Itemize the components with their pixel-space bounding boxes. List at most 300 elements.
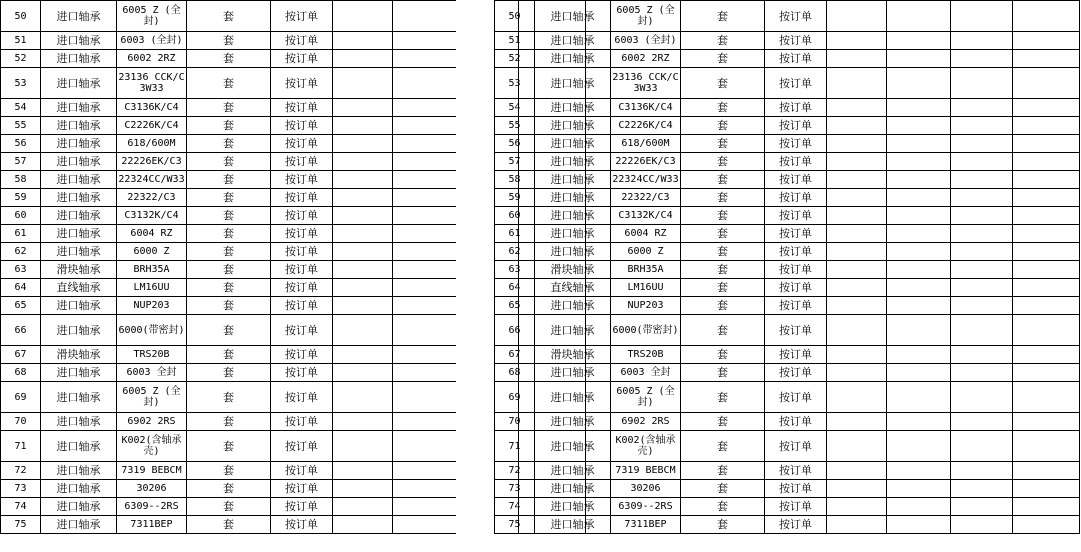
empty-cell[interactable] — [951, 243, 1013, 261]
empty-cell[interactable] — [887, 225, 951, 243]
price-cell[interactable]: 按订单 — [765, 498, 827, 516]
price-cell[interactable]: 按订单 — [765, 297, 827, 315]
unit-cell[interactable]: 套 — [187, 431, 271, 462]
empty-cell[interactable] — [333, 243, 393, 261]
item-name-cell[interactable]: 直线轴承 — [41, 279, 117, 297]
item-spec-cell[interactable]: BRH35A — [117, 261, 187, 279]
row-number-cell[interactable]: 61 — [1, 225, 41, 243]
row-number-cell[interactable]: 70 — [495, 413, 535, 431]
empty-cell[interactable] — [827, 99, 887, 117]
item-name-cell[interactable]: 进口轴承 — [535, 1, 611, 32]
empty-cell[interactable] — [393, 117, 457, 135]
unit-cell[interactable]: 套 — [681, 171, 765, 189]
item-name-cell[interactable]: 进口轴承 — [41, 516, 117, 534]
price-cell[interactable]: 按订单 — [271, 50, 333, 68]
empty-cell[interactable] — [887, 480, 951, 498]
row-number-cell[interactable]: 63 — [495, 261, 535, 279]
item-name-cell[interactable]: 进口轴承 — [41, 68, 117, 99]
empty-cell[interactable] — [951, 431, 1013, 462]
row-number-cell[interactable]: 73 — [495, 480, 535, 498]
item-spec-cell[interactable]: 6005 Z (全封) — [611, 382, 681, 413]
item-spec-cell[interactable]: 6309--2RS — [611, 498, 681, 516]
unit-cell[interactable]: 套 — [187, 315, 271, 346]
row-number-cell[interactable]: 67 — [1, 346, 41, 364]
unit-cell[interactable]: 套 — [681, 364, 765, 382]
empty-cell[interactable] — [333, 279, 393, 297]
price-cell[interactable]: 按订单 — [271, 153, 333, 171]
empty-cell[interactable] — [951, 32, 1013, 50]
empty-cell[interactable] — [333, 364, 393, 382]
empty-cell[interactable] — [827, 462, 887, 480]
row-number-cell[interactable]: 64 — [495, 279, 535, 297]
item-name-cell[interactable]: 进口轴承 — [41, 413, 117, 431]
empty-cell[interactable] — [827, 225, 887, 243]
row-number-cell[interactable]: 65 — [1, 297, 41, 315]
empty-cell[interactable] — [333, 431, 393, 462]
price-cell[interactable]: 按订单 — [271, 135, 333, 153]
unit-cell[interactable]: 套 — [187, 99, 271, 117]
item-spec-cell[interactable]: 6000(带密封) — [117, 315, 187, 346]
item-name-cell[interactable]: 进口轴承 — [535, 315, 611, 346]
empty-cell[interactable] — [827, 207, 887, 225]
unit-cell[interactable]: 套 — [681, 462, 765, 480]
empty-cell[interactable] — [887, 99, 951, 117]
empty-cell[interactable] — [887, 498, 951, 516]
row-number-cell[interactable]: 57 — [495, 153, 535, 171]
unit-cell[interactable]: 套 — [187, 261, 271, 279]
price-cell[interactable]: 按订单 — [765, 99, 827, 117]
empty-cell[interactable] — [393, 32, 457, 50]
empty-cell[interactable] — [887, 1, 951, 32]
empty-cell[interactable] — [1013, 50, 1080, 68]
empty-cell[interactable] — [393, 297, 457, 315]
empty-cell[interactable] — [951, 413, 1013, 431]
item-name-cell[interactable]: 进口轴承 — [41, 99, 117, 117]
item-spec-cell[interactable]: TRS20B — [117, 346, 187, 364]
item-spec-cell[interactable]: LM16UU — [611, 279, 681, 297]
empty-cell[interactable] — [887, 261, 951, 279]
empty-cell[interactable] — [333, 171, 393, 189]
unit-cell[interactable]: 套 — [187, 279, 271, 297]
unit-cell[interactable]: 套 — [681, 261, 765, 279]
item-name-cell[interactable]: 进口轴承 — [41, 225, 117, 243]
row-number-cell[interactable]: 51 — [1, 32, 41, 50]
row-number-cell[interactable]: 70 — [1, 413, 41, 431]
empty-cell[interactable] — [827, 431, 887, 462]
price-cell[interactable]: 按订单 — [765, 279, 827, 297]
item-name-cell[interactable]: 进口轴承 — [41, 462, 117, 480]
empty-cell[interactable] — [393, 382, 457, 413]
unit-cell[interactable]: 套 — [187, 346, 271, 364]
row-number-cell[interactable]: 58 — [495, 171, 535, 189]
row-number-cell[interactable]: 57 — [1, 153, 41, 171]
price-cell[interactable]: 按订单 — [271, 516, 333, 534]
empty-cell[interactable] — [827, 171, 887, 189]
unit-cell[interactable]: 套 — [187, 516, 271, 534]
item-name-cell[interactable]: 进口轴承 — [41, 153, 117, 171]
empty-cell[interactable] — [827, 315, 887, 346]
empty-cell[interactable] — [333, 498, 393, 516]
empty-cell[interactable] — [393, 135, 457, 153]
empty-cell[interactable] — [1013, 382, 1080, 413]
unit-cell[interactable]: 套 — [681, 346, 765, 364]
row-number-cell[interactable]: 52 — [1, 50, 41, 68]
empty-cell[interactable] — [1013, 364, 1080, 382]
empty-cell[interactable] — [827, 498, 887, 516]
empty-cell[interactable] — [333, 99, 393, 117]
price-cell[interactable]: 按订单 — [765, 243, 827, 261]
item-spec-cell[interactable]: NUP203 — [117, 297, 187, 315]
empty-cell[interactable] — [827, 117, 887, 135]
empty-cell[interactable] — [393, 413, 457, 431]
unit-cell[interactable]: 套 — [681, 225, 765, 243]
row-number-cell[interactable]: 50 — [1, 1, 41, 32]
item-spec-cell[interactable]: 22324CC/W33 — [117, 171, 187, 189]
empty-cell[interactable] — [827, 413, 887, 431]
item-name-cell[interactable]: 直线轴承 — [535, 279, 611, 297]
empty-cell[interactable] — [1013, 189, 1080, 207]
empty-cell[interactable] — [1013, 225, 1080, 243]
item-name-cell[interactable]: 进口轴承 — [41, 431, 117, 462]
empty-cell[interactable] — [333, 261, 393, 279]
empty-cell[interactable] — [951, 498, 1013, 516]
row-number-cell[interactable]: 50 — [495, 1, 535, 32]
item-spec-cell[interactable]: K002(含轴承壳) — [117, 431, 187, 462]
empty-cell[interactable] — [333, 135, 393, 153]
empty-cell[interactable] — [951, 462, 1013, 480]
item-name-cell[interactable]: 进口轴承 — [41, 297, 117, 315]
item-name-cell[interactable]: 进口轴承 — [535, 498, 611, 516]
price-cell[interactable]: 按订单 — [765, 516, 827, 534]
empty-cell[interactable] — [333, 207, 393, 225]
empty-cell[interactable] — [333, 68, 393, 99]
item-spec-cell[interactable]: C2226K/C4 — [117, 117, 187, 135]
item-spec-cell[interactable]: 7311BEP — [611, 516, 681, 534]
empty-cell[interactable] — [393, 462, 457, 480]
item-name-cell[interactable]: 进口轴承 — [535, 207, 611, 225]
item-name-cell[interactable]: 滑块轴承 — [535, 346, 611, 364]
price-cell[interactable]: 按订单 — [271, 480, 333, 498]
price-cell[interactable]: 按订单 — [271, 225, 333, 243]
empty-cell[interactable] — [887, 364, 951, 382]
price-cell[interactable]: 按订单 — [271, 117, 333, 135]
row-number-cell[interactable]: 62 — [495, 243, 535, 261]
unit-cell[interactable]: 套 — [681, 117, 765, 135]
empty-cell[interactable] — [827, 279, 887, 297]
empty-cell[interactable] — [951, 117, 1013, 135]
item-name-cell[interactable]: 进口轴承 — [41, 480, 117, 498]
price-cell[interactable]: 按订单 — [765, 462, 827, 480]
unit-cell[interactable]: 套 — [187, 32, 271, 50]
price-cell[interactable]: 按订单 — [765, 153, 827, 171]
price-cell[interactable]: 按订单 — [271, 243, 333, 261]
row-number-cell[interactable]: 56 — [495, 135, 535, 153]
price-cell[interactable]: 按订单 — [271, 297, 333, 315]
empty-cell[interactable] — [333, 1, 393, 32]
item-spec-cell[interactable]: 30206 — [117, 480, 187, 498]
unit-cell[interactable]: 套 — [187, 153, 271, 171]
empty-cell[interactable] — [827, 261, 887, 279]
row-number-cell[interactable]: 55 — [1, 117, 41, 135]
row-number-cell[interactable]: 54 — [495, 99, 535, 117]
empty-cell[interactable] — [951, 207, 1013, 225]
empty-cell[interactable] — [333, 50, 393, 68]
empty-cell[interactable] — [951, 279, 1013, 297]
item-name-cell[interactable]: 进口轴承 — [41, 498, 117, 516]
unit-cell[interactable]: 套 — [681, 480, 765, 498]
item-name-cell[interactable]: 滑块轴承 — [41, 261, 117, 279]
row-number-cell[interactable]: 58 — [1, 171, 41, 189]
item-spec-cell[interactable]: C3132K/C4 — [117, 207, 187, 225]
price-cell[interactable]: 按订单 — [765, 315, 827, 346]
unit-cell[interactable]: 套 — [187, 171, 271, 189]
unit-cell[interactable]: 套 — [681, 189, 765, 207]
empty-cell[interactable] — [827, 516, 887, 534]
empty-cell[interactable] — [393, 516, 457, 534]
empty-cell[interactable] — [827, 153, 887, 171]
unit-cell[interactable]: 套 — [681, 207, 765, 225]
item-spec-cell[interactable]: 6002 2RZ — [117, 50, 187, 68]
unit-cell[interactable]: 套 — [681, 431, 765, 462]
item-spec-cell[interactable]: 6309--2RS — [117, 498, 187, 516]
price-cell[interactable]: 按订单 — [271, 171, 333, 189]
item-name-cell[interactable]: 进口轴承 — [535, 189, 611, 207]
empty-cell[interactable] — [951, 225, 1013, 243]
empty-cell[interactable] — [951, 364, 1013, 382]
empty-cell[interactable] — [393, 261, 457, 279]
unit-cell[interactable]: 套 — [681, 153, 765, 171]
empty-cell[interactable] — [951, 171, 1013, 189]
item-spec-cell[interactable]: C3136K/C4 — [611, 99, 681, 117]
empty-cell[interactable] — [887, 135, 951, 153]
row-number-cell[interactable]: 62 — [1, 243, 41, 261]
unit-cell[interactable]: 套 — [187, 382, 271, 413]
item-spec-cell[interactable]: 6003 (全封) — [611, 32, 681, 50]
empty-cell[interactable] — [827, 68, 887, 99]
item-spec-cell[interactable]: 6000 Z — [611, 243, 681, 261]
item-spec-cell[interactable]: BRH35A — [611, 261, 681, 279]
empty-cell[interactable] — [1013, 135, 1080, 153]
empty-cell[interactable] — [1013, 1, 1080, 32]
item-name-cell[interactable]: 进口轴承 — [535, 32, 611, 50]
item-name-cell[interactable]: 进口轴承 — [535, 480, 611, 498]
row-number-cell[interactable]: 56 — [1, 135, 41, 153]
empty-cell[interactable] — [333, 382, 393, 413]
unit-cell[interactable]: 套 — [187, 68, 271, 99]
empty-cell[interactable] — [1013, 480, 1080, 498]
item-spec-cell[interactable]: 618/600M — [611, 135, 681, 153]
empty-cell[interactable] — [393, 243, 457, 261]
empty-cell[interactable] — [1013, 516, 1080, 534]
item-spec-cell[interactable]: 6902 2RS — [611, 413, 681, 431]
unit-cell[interactable]: 套 — [187, 243, 271, 261]
empty-cell[interactable] — [393, 346, 457, 364]
empty-cell[interactable] — [333, 117, 393, 135]
unit-cell[interactable]: 套 — [187, 135, 271, 153]
empty-cell[interactable] — [1013, 68, 1080, 99]
empty-cell[interactable] — [393, 99, 457, 117]
empty-cell[interactable] — [1013, 99, 1080, 117]
item-spec-cell[interactable]: 618/600M — [117, 135, 187, 153]
row-number-cell[interactable]: 72 — [495, 462, 535, 480]
row-number-cell[interactable]: 66 — [495, 315, 535, 346]
item-name-cell[interactable]: 进口轴承 — [535, 431, 611, 462]
item-name-cell[interactable]: 进口轴承 — [535, 382, 611, 413]
row-number-cell[interactable]: 63 — [1, 261, 41, 279]
row-number-cell[interactable]: 71 — [495, 431, 535, 462]
row-number-cell[interactable]: 75 — [495, 516, 535, 534]
unit-cell[interactable]: 套 — [681, 50, 765, 68]
price-cell[interactable]: 按订单 — [271, 346, 333, 364]
price-cell[interactable]: 按订单 — [765, 189, 827, 207]
item-name-cell[interactable]: 进口轴承 — [535, 462, 611, 480]
empty-cell[interactable] — [887, 431, 951, 462]
empty-cell[interactable] — [887, 189, 951, 207]
price-cell[interactable]: 按订单 — [765, 382, 827, 413]
empty-cell[interactable] — [887, 207, 951, 225]
price-cell[interactable]: 按订单 — [271, 498, 333, 516]
row-number-cell[interactable]: 54 — [1, 99, 41, 117]
item-spec-cell[interactable]: NUP203 — [611, 297, 681, 315]
empty-cell[interactable] — [887, 117, 951, 135]
empty-cell[interactable] — [951, 382, 1013, 413]
unit-cell[interactable]: 套 — [187, 297, 271, 315]
price-cell[interactable]: 按订单 — [271, 462, 333, 480]
empty-cell[interactable] — [393, 431, 457, 462]
price-cell[interactable]: 按订单 — [765, 207, 827, 225]
empty-cell[interactable] — [333, 32, 393, 50]
price-cell[interactable]: 按订单 — [765, 480, 827, 498]
empty-cell[interactable] — [827, 1, 887, 32]
row-number-cell[interactable]: 67 — [495, 346, 535, 364]
price-cell[interactable]: 按订单 — [765, 32, 827, 50]
empty-cell[interactable] — [333, 480, 393, 498]
item-spec-cell[interactable]: 6005 Z (全封) — [611, 1, 681, 32]
item-spec-cell[interactable]: 6002 2RZ — [611, 50, 681, 68]
unit-cell[interactable]: 套 — [187, 462, 271, 480]
unit-cell[interactable]: 套 — [681, 498, 765, 516]
price-cell[interactable]: 按订单 — [271, 32, 333, 50]
item-name-cell[interactable]: 进口轴承 — [41, 315, 117, 346]
item-name-cell[interactable]: 进口轴承 — [41, 382, 117, 413]
empty-cell[interactable] — [827, 382, 887, 413]
price-cell[interactable]: 按订单 — [271, 99, 333, 117]
price-cell[interactable]: 按订单 — [271, 1, 333, 32]
item-name-cell[interactable]: 进口轴承 — [41, 117, 117, 135]
unit-cell[interactable]: 套 — [681, 382, 765, 413]
item-spec-cell[interactable]: 23136 CCK/C3W33 — [611, 68, 681, 99]
unit-cell[interactable]: 套 — [681, 315, 765, 346]
price-cell[interactable]: 按订单 — [271, 207, 333, 225]
item-name-cell[interactable]: 进口轴承 — [41, 243, 117, 261]
empty-cell[interactable] — [393, 171, 457, 189]
empty-cell[interactable] — [1013, 207, 1080, 225]
empty-cell[interactable] — [951, 297, 1013, 315]
empty-cell[interactable] — [827, 364, 887, 382]
item-name-cell[interactable]: 进口轴承 — [41, 207, 117, 225]
empty-cell[interactable] — [1013, 431, 1080, 462]
price-cell[interactable]: 按订单 — [765, 346, 827, 364]
empty-cell[interactable] — [393, 189, 457, 207]
row-number-cell[interactable]: 53 — [495, 68, 535, 99]
empty-cell[interactable] — [393, 315, 457, 346]
price-cell[interactable]: 按订单 — [271, 364, 333, 382]
unit-cell[interactable]: 套 — [681, 516, 765, 534]
price-cell[interactable]: 按订单 — [765, 1, 827, 32]
item-name-cell[interactable]: 进口轴承 — [535, 68, 611, 99]
empty-cell[interactable] — [951, 153, 1013, 171]
empty-cell[interactable] — [827, 297, 887, 315]
empty-cell[interactable] — [333, 297, 393, 315]
empty-cell[interactable] — [333, 413, 393, 431]
unit-cell[interactable]: 套 — [681, 413, 765, 431]
empty-cell[interactable] — [1013, 498, 1080, 516]
unit-cell[interactable]: 套 — [681, 135, 765, 153]
unit-cell[interactable]: 套 — [187, 413, 271, 431]
empty-cell[interactable] — [887, 279, 951, 297]
item-spec-cell[interactable]: 7311BEP — [117, 516, 187, 534]
empty-cell[interactable] — [1013, 171, 1080, 189]
unit-cell[interactable]: 套 — [681, 279, 765, 297]
item-spec-cell[interactable]: 6005 Z (全封) — [117, 382, 187, 413]
unit-cell[interactable]: 套 — [681, 68, 765, 99]
price-cell[interactable]: 按订单 — [271, 279, 333, 297]
empty-cell[interactable] — [887, 413, 951, 431]
item-spec-cell[interactable]: 22322/C3 — [611, 189, 681, 207]
empty-cell[interactable] — [887, 382, 951, 413]
empty-cell[interactable] — [887, 297, 951, 315]
item-spec-cell[interactable]: 6902 2RS — [117, 413, 187, 431]
row-number-cell[interactable]: 60 — [495, 207, 535, 225]
unit-cell[interactable]: 套 — [187, 498, 271, 516]
item-spec-cell[interactable]: LM16UU — [117, 279, 187, 297]
unit-cell[interactable]: 套 — [681, 297, 765, 315]
empty-cell[interactable] — [887, 68, 951, 99]
empty-cell[interactable] — [333, 153, 393, 171]
empty-cell[interactable] — [1013, 117, 1080, 135]
empty-cell[interactable] — [1013, 32, 1080, 50]
empty-cell[interactable] — [333, 516, 393, 534]
price-cell[interactable]: 按订单 — [765, 135, 827, 153]
item-spec-cell[interactable]: 6004 RZ — [117, 225, 187, 243]
empty-cell[interactable] — [951, 261, 1013, 279]
item-name-cell[interactable]: 进口轴承 — [535, 153, 611, 171]
item-spec-cell[interactable]: TRS20B — [611, 346, 681, 364]
empty-cell[interactable] — [333, 225, 393, 243]
empty-cell[interactable] — [1013, 315, 1080, 346]
item-name-cell[interactable]: 进口轴承 — [41, 1, 117, 32]
price-cell[interactable]: 按订单 — [271, 189, 333, 207]
item-name-cell[interactable]: 进口轴承 — [41, 189, 117, 207]
price-cell[interactable]: 按订单 — [765, 171, 827, 189]
item-spec-cell[interactable]: 6003 全封 — [611, 364, 681, 382]
row-number-cell[interactable]: 59 — [1, 189, 41, 207]
empty-cell[interactable] — [1013, 243, 1080, 261]
row-number-cell[interactable]: 74 — [1, 498, 41, 516]
price-cell[interactable]: 按订单 — [765, 68, 827, 99]
row-number-cell[interactable]: 51 — [495, 32, 535, 50]
item-name-cell[interactable]: 进口轴承 — [535, 516, 611, 534]
unit-cell[interactable]: 套 — [187, 225, 271, 243]
empty-cell[interactable] — [393, 153, 457, 171]
price-cell[interactable]: 按订单 — [271, 413, 333, 431]
item-name-cell[interactable]: 进口轴承 — [41, 50, 117, 68]
empty-cell[interactable] — [951, 68, 1013, 99]
empty-cell[interactable] — [887, 50, 951, 68]
item-name-cell[interactable]: 进口轴承 — [41, 171, 117, 189]
empty-cell[interactable] — [1013, 462, 1080, 480]
empty-cell[interactable] — [393, 225, 457, 243]
